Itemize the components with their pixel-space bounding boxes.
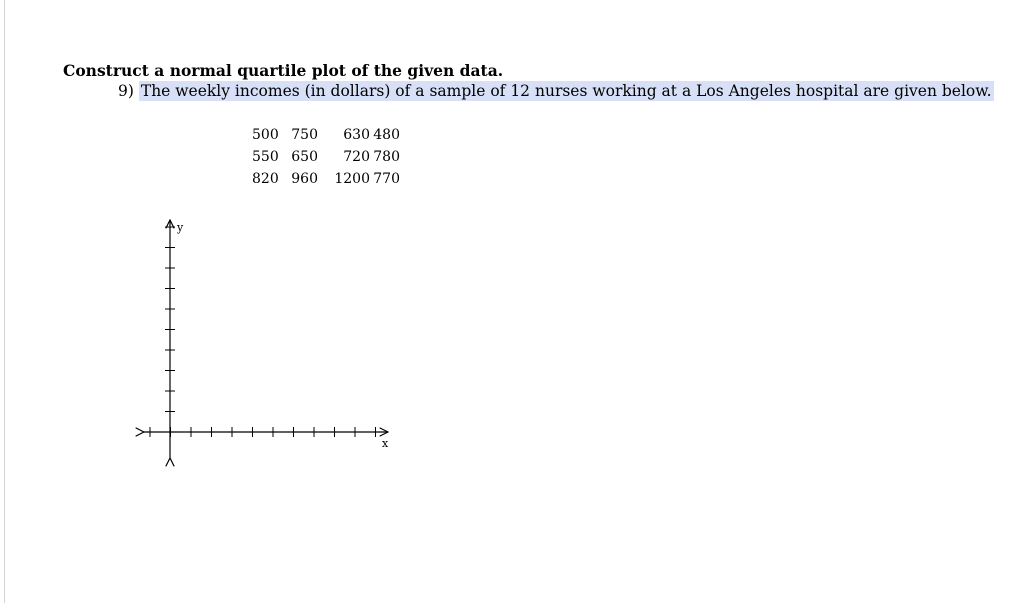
problem-number: 9) <box>118 82 134 100</box>
y-axis-label: y <box>177 221 184 234</box>
table-cell: 650 <box>291 149 318 165</box>
table-cell: 1200 <box>334 171 370 187</box>
table-cell: 780 <box>373 149 400 165</box>
table-cell: 480 <box>373 127 400 143</box>
problem-text: The weekly incomes (in dollars) of a sample of 12 nurses working at a Los Angeles hospital are given below. <box>140 82 992 100</box>
table-cell: 720 <box>343 149 370 165</box>
table-cell: 630 <box>343 127 370 143</box>
table-cell: 750 <box>291 127 318 143</box>
table-cell: 500 <box>252 127 279 143</box>
table-cell: 550 <box>252 149 279 165</box>
instruction-heading: Construct a normal quartile plot of the given data. <box>63 61 504 80</box>
table-cell: 820 <box>252 171 279 187</box>
table-cell: 960 <box>291 171 318 187</box>
table-cell: 770 <box>373 171 400 187</box>
x-axis-label: x <box>382 437 389 450</box>
